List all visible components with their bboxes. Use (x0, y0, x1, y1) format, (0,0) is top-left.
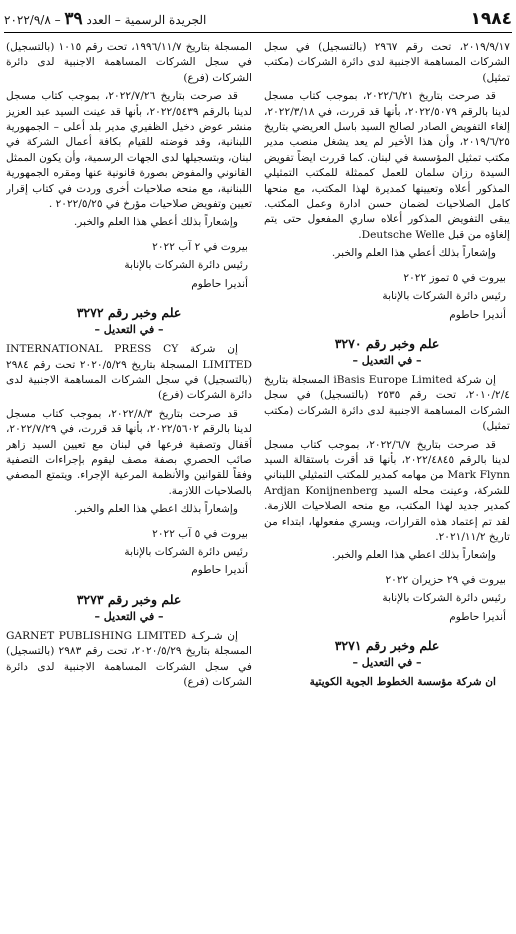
gazette-masthead (4, 9, 206, 29)
notice-title: علم وخبر رقم ٣٢٧٣ (76, 591, 182, 607)
gazette-name: الجريدة الرسمية – العدد (86, 13, 207, 27)
notice-heading (6, 591, 252, 625)
notice-title: علم وخبر رقم ٣٢٧٠ (334, 335, 440, 351)
notice-company-paragraph: إن شـركـة GARNET PUBLISHING LIMITED المسجلة بتاريخ ٢٠٢٠/٥/٢٩، تحت رقم ٢٩٨٣ (بالتسجيل) في سجل الشركات المساهمة الاجنبية لدى دائرة الشركات (فرع) (6, 629, 252, 688)
issue-number: ٣٩ (64, 9, 83, 29)
notice-title: علم وخبر رقم ٣٢٧٢ (76, 305, 182, 321)
signature-name: أنديرا حاطوم (449, 308, 506, 321)
signature-name: أنديرا حاطوم (449, 610, 506, 623)
declaration-paragraph: قد صرحت بتاريخ ٢٠٢٢/٦/٢١، بموجب كتاب مسجل لدينا بالرقم ٢٠٢٢/٥٠٧٩، بأنها قد قررت، في ٢٠٢٢/٣/١٨، إلغاء التفويض الصادر لصالح السيد باسل العريضي بتاريخ ٢٠١٩/٦/٢٥، وأن هذا الأخير لم يعد يشغل منصب مدير مكتب تمثيل المؤسسة في لبنان. كما قررت ايضاً تفويض السيدة رزان سلمان للعمل كممثلة للمكتب التمثيلي المذكور أعلاه وتعيينها كمديرة لهذا المكتب، مع منحها كامل الصلاحيات لضمان حسن ادارة وعمل المكتب. يبقى التفويض المذكور أعلاه ساري المفعول حتى يتم إلغاؤه من قبل Deutsche Welle. (264, 90, 510, 241)
signature-title: رئيس دائرة الشركات بالإنابة (124, 545, 248, 558)
notice-heading (264, 335, 510, 369)
signature-name: أنديرا حاطوم (191, 564, 248, 577)
page-header (4, 6, 512, 33)
notice-declaration-paragraph: قد صرحت بتاريخ ٢٠٢٢/٨/٣، بموجب كتاب مسجل لدينا بالرقم ٢٠٢٢/٥٦٠٢، بأنها قد قررت، في ٢٠٢٢/٧/٢٩، أقفال وتصفية فرعها في لبنان مع تعيين السيد زاهر صائب الحصري بصفة مصف ليقوم بإجراءات التصفية وفقاً للقوانين والأنظمة المرعية الإجراء. ويتمتع المصفي بالصلاحيات اللازمة. (6, 407, 252, 497)
continued-paragraph: المسجلة بتاريخ ١٩٩٦/١١/٧، تحت رقم ١٠١٥ (بالتسجيل) في سجل الشركات المساهمة الاجنبية لدى دائرة الشركات (فرع) (6, 41, 252, 84)
issue-date: – ٢٠٢٢/٩/٨ (4, 13, 61, 27)
signature-title: رئيس دائرة الشركات بالإنابة (382, 592, 506, 605)
notice-title: علم وخبر رقم ٣٢٧١ (334, 638, 440, 653)
notice-heading (264, 637, 510, 671)
closing-statement: وإشعاراً بذلك أعطي هذا العلم والخبر. (73, 216, 238, 229)
signature-date: بيروت في ٥ آب ٢٠٢٢ (152, 527, 248, 540)
closing-statement: وإشعاراً بذلك أعطي هذا العلم والخبر. (331, 247, 496, 260)
notice-company-paragraph: ان شركة مؤسسة الخطوط الجوية الكويتية (309, 676, 496, 688)
declaration-paragraph: قد صرحت بتاريخ ٢٠٢٢/٧/٢٦، بموجب كتاب مسجل لدينا بالرقم ٢٠٢٢/٥٤٣٩، بأنها قد عينت السيد عبد العزيز منشر عوض دخيل الظفيري مدير بلد أعلى – الجمهورية اللبنانية، وقد فوضته للقيام بكافة أعمال الشركة في لبنان، وبتسجيلها لدى الجهات الرسمية، وأن يكون الممثل القانوني والمفوض بصورة قانونية عنها ومقره الجمهورية اللبنانية، مع منحه صلاحيات أخرى وردت في كتاب إقرار تعيين وتفويض صلاحيات مؤرخ في ٢٠٢٢/٥/٢٥ . (6, 90, 252, 211)
right-column (264, 40, 510, 930)
continued-paragraph: ٢٠١٩/٩/١٧، تحت رقم ٢٩٦٧ (بالتسجيل) في سجل الشركات المساهمة الاجنبية لدى دائرة الشركات (مكتب تمثيل) (264, 41, 510, 84)
closing-statement: وإشعاراً بذلك اعطي هذا العلم والخبر. (331, 549, 496, 562)
notice-subtitle: – في التعديل – (352, 656, 422, 669)
notice-company-paragraph: إن شركة iBasis Europe Limited المسجلة بتاريخ ٢٠١٠/٢/٤، تحت رقم ٢٥٣٥ (بالتسجيل) في سجل الشركات المساهمة الاجنبية لدى دائرة الشركات (مكتب تمثيل) (264, 373, 510, 433)
signature-title: رئيس دائرة الشركات بالإنابة (124, 259, 248, 272)
left-column (6, 40, 252, 930)
closing-statement: وإشعاراً بذلك اعطي هذا العلم والخبر. (73, 503, 238, 516)
signature-date: بيروت في ٢٩ حزيران ٢٠٢٢ (385, 573, 506, 586)
signature-date: بيروت في ٥ تموز ٢٠٢٢ (403, 271, 506, 284)
signature-name: أنديرا حاطوم (191, 277, 248, 290)
signature-title: رئيس دائرة الشركات بالإنابة (382, 290, 506, 303)
notice-subtitle: – في التعديل – (94, 609, 164, 623)
notice-subtitle: – في التعديل – (352, 353, 422, 367)
notice-company-paragraph: إن شركة INTERNATIONAL PRESS CY LIMITED المسجلة بتاريخ ٢٠٢٠/٥/٢٩ تحت رقم ٢٩٨٤ (بالتسجيل) في سجل الشركات المساهمة الاجنبية لدى دائرة الشركات (فرع) (6, 343, 252, 402)
notice-subtitle: – في التعديل – (94, 323, 164, 337)
signature-date: بيروت في ٢ آب ٢٠٢٢ (152, 240, 248, 253)
notice-heading (6, 304, 252, 338)
notice-declaration-paragraph: قد صرحت بتاريخ ٢٠٢٢/٦/٧، بموجب كتاب مسجل لدينا بالرقم ٢٠٢٢/٤٨٤٥، بأنها قد أقرت باستقالة السيد Mark Flynn من مهامه كمدير للمكتب التمثيلي اللبناني للشركة، وعينت محله السيد Ardjan Konijnenberg كمدير جديد لهذا المكتب، مع منحه الصلاحيات اللازمة. لقد تم إعتماد هذه القرارات، ويسري مفعولها، ابتداء من تاريخ ٢٠٢١/١١/٢. (264, 438, 510, 543)
page-number: ١٩٨٤ (470, 9, 512, 29)
